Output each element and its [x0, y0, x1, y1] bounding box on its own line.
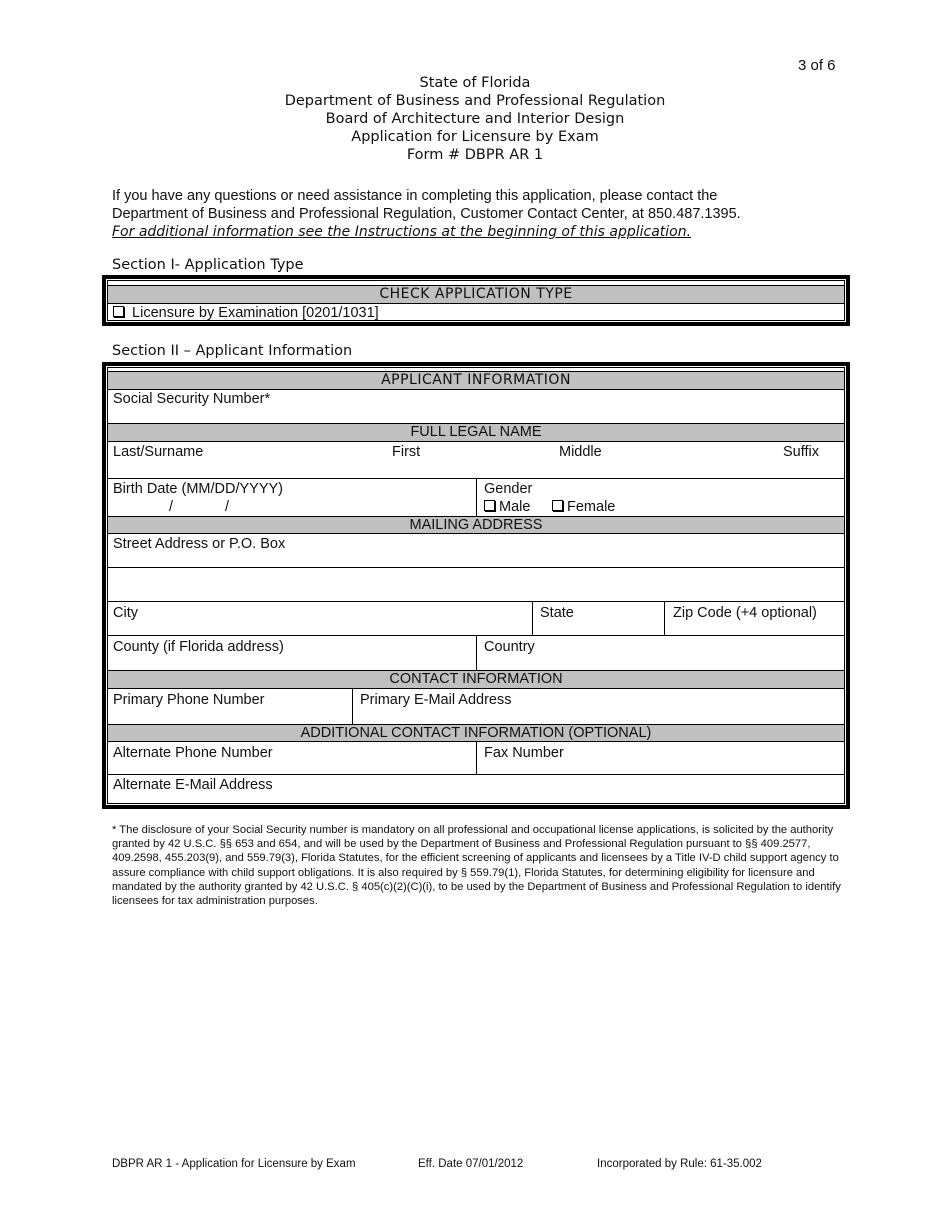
check-application-type-band: CHECK APPLICATION TYPE	[108, 285, 844, 304]
footer-effective-date: Eff. Date 07/01/2012	[418, 1158, 524, 1170]
street-address-field[interactable]: Street Address or P.O. Box	[113, 536, 286, 552]
licensure-checkbox[interactable]	[113, 306, 124, 317]
middle-name-field[interactable]: Middle	[559, 444, 602, 460]
header-state: State of Florida	[419, 75, 531, 91]
full-legal-name-band: FULL LEGAL NAME	[108, 423, 844, 442]
ssn-disclosure-footnote: * The disclosure of your Social Security number is mandatory on all professional and occupational license applications, is solicited by the authority granted by 42 U.S.C. §§ 653 and 654, and will be used by the Department of Business and Professional Regulation pursuant to §§ 409.2577, 409.2598, 455.203(9), and 559.79(3), Florida Statutes, for the efficient screening of applicants and licensees by a Title IV-D child support agency to assure compliance with child support obligations. It is also required by § 559.79(1), Florida Statutes, for determining eligibility for licensure and mandated by the authority granted by 42 U.S.C. § 405(c)(2)(C)(i), to be used by the Department of Business and Professional Regulation to identify licensees for tax administration purposes.	[112, 824, 841, 908]
additional-contact-band: ADDITIONAL CONTACT INFORMATION (OPTIONAL)	[108, 724, 844, 742]
section-2-title: Section II – Applicant Information	[112, 343, 353, 359]
first-name-field[interactable]: First	[392, 444, 421, 460]
county-field[interactable]: County (if Florida address)	[113, 639, 284, 655]
zip-code-field[interactable]: Zip Code (+4 optional)	[673, 605, 817, 621]
ssn-field[interactable]: Social Security Number*	[113, 391, 271, 407]
city-field[interactable]: City	[113, 605, 138, 621]
footer-rule: Incorporated by Rule: 61-35.002	[597, 1158, 762, 1170]
contact-information-band: CONTACT INFORMATION	[108, 670, 844, 689]
birth-date-field[interactable]: Birth Date (MM/DD/YYYY)	[113, 481, 283, 497]
instructions-note: For additional information see the Instructions at the beginning of this application.	[112, 224, 692, 240]
primary-phone-field[interactable]: Primary Phone Number	[113, 692, 265, 708]
applicant-information-band: APPLICANT INFORMATION	[108, 371, 844, 390]
state-field[interactable]: State	[540, 605, 574, 621]
intro-text	[112, 187, 741, 241]
licensure-option-label: Licensure by Examination [0201/1031]	[132, 305, 379, 321]
section-1-title: Section I- Application Type	[112, 257, 304, 273]
primary-email-field[interactable]: Primary E-Mail Address	[360, 692, 512, 708]
female-label: Female	[567, 499, 616, 515]
gender-label: Gender	[484, 481, 533, 497]
male-checkbox[interactable]	[484, 500, 495, 511]
header-application: Application for Licensure by Exam	[351, 129, 599, 145]
male-label: Male	[499, 499, 531, 515]
header-board: Board of Architecture and Interior Design	[325, 111, 625, 127]
mailing-address-band: MAILING ADDRESS	[108, 516, 844, 534]
female-option[interactable]	[552, 499, 615, 515]
intro-line-1: If you have any questions or need assistance in completing this application, please contact the	[112, 188, 718, 204]
female-checkbox[interactable]	[552, 500, 563, 511]
fax-number-field[interactable]: Fax Number	[484, 745, 564, 761]
licensure-option[interactable]	[113, 305, 379, 321]
intro-line-2: Department of Business and Professional Regulation, Customer Contact Center, at 850.487.1395.	[112, 206, 741, 222]
country-field[interactable]: Country	[484, 639, 535, 655]
footer-form-name: DBPR AR 1 - Application for Licensure by Exam	[112, 1158, 356, 1170]
suffix-field[interactable]: Suffix	[783, 444, 820, 460]
applicant-information-box	[102, 362, 850, 809]
date-slash-1: /	[169, 499, 174, 515]
page-number: 3 of 6	[798, 57, 836, 74]
alternate-phone-field[interactable]: Alternate Phone Number	[113, 745, 273, 761]
application-type-box	[102, 275, 850, 326]
last-name-field[interactable]: Last/Surname	[113, 444, 204, 460]
alternate-email-field[interactable]: Alternate E-Mail Address	[113, 777, 273, 793]
header-department: Department of Business and Professional Regulation	[284, 93, 666, 109]
male-option[interactable]	[484, 499, 530, 515]
date-slash-2: /	[225, 499, 230, 515]
header-form-number: Form # DBPR AR 1	[406, 147, 544, 163]
form-header	[0, 74, 950, 164]
